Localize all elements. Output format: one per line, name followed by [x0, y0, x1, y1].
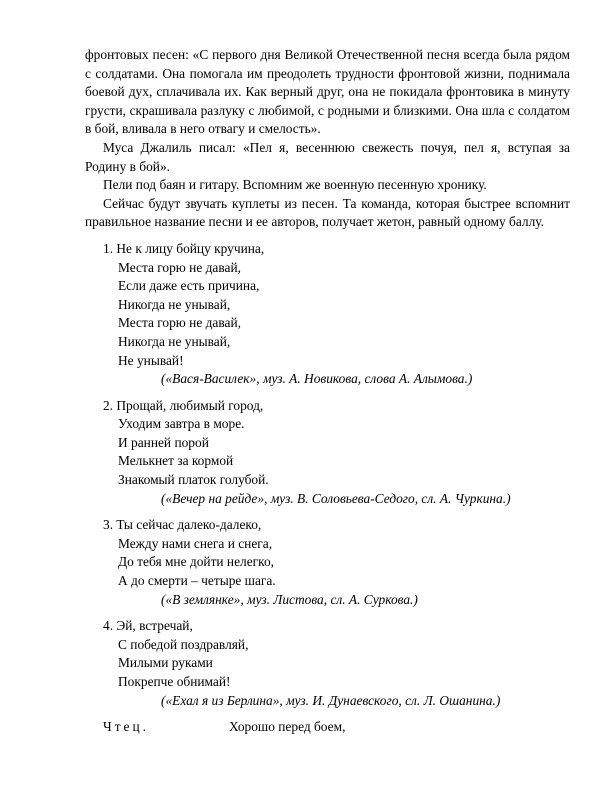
- song-line: 3. Ты сейчас далеко-далеко,: [103, 517, 262, 533]
- song-line: Между нами снега и снега,: [118, 535, 273, 551]
- reader-text: Хорошо перед боем,: [229, 719, 346, 735]
- reader-line: [85, 718, 570, 737]
- song-line: До тебя мне дойти нелегко,: [118, 554, 275, 570]
- song-attribution: («Ехал я из Берлина», муз. И. Дунаевского, сл. Л. Ошанина.): [161, 692, 501, 708]
- song-line: Не унывай!: [118, 352, 184, 368]
- song-line: Уходим завтра в море.: [118, 416, 245, 432]
- song-line: Места горю не давай,: [118, 259, 241, 275]
- song-line: Покрепче обнимай!: [118, 674, 231, 689]
- song-line: Никогда не унывай,: [118, 333, 231, 349]
- song-line: 1. Не к лицу бойцу кручина,: [103, 240, 265, 256]
- song-block: [85, 516, 570, 609]
- song-line: И ранней порой: [118, 434, 209, 450]
- song-line: Милыми руками: [118, 655, 213, 671]
- song-line: Места горю не давай,: [118, 315, 241, 331]
- intro-paragraph-2: Муса Джалиль писал: «Пел я, весеннюю свежесть почуя, пел я, вступая за Родину в бой».: [85, 139, 570, 174]
- song-attribution: («В землянке», муз. Листова, сл. А. Суркова.): [161, 591, 418, 607]
- song-list: [85, 240, 570, 710]
- song-line: Знакомый платок голубой.: [118, 472, 269, 488]
- reader-label: Чтец.: [103, 719, 150, 735]
- song-line: 4. Эй, встречай,: [103, 618, 193, 634]
- song-block: [85, 240, 570, 389]
- document-page: [85, 46, 570, 737]
- song-attribution: («Вася-Василек», муз. А. Новикова, слова А. Алымова.): [161, 371, 473, 387]
- song-attribution: («Вечер на рейде», муз. В. Соловьева-Седого, сл. А. Чуркина.): [161, 490, 511, 506]
- song-block: [85, 617, 570, 710]
- song-line: 2. Прощай, любимый город,: [103, 397, 264, 413]
- song-line: С победой поздравляй,: [118, 636, 249, 652]
- intro-paragraph-1: фронтовых песен: «С первого дня Великой Отечественной песня всегда была рядом с солдатами. Она помогала им преодолеть трудности фронтовой жизни, поднимала боевой дух, сплачивала их. Как верный друг, она не покидала фронтовика в минуту грусти, скрашивала разлуку с любимой, с родными и близкими. Она шла с солдатом в бой, вливала в него отвагу и смелость».: [85, 47, 570, 137]
- song-block: [85, 397, 570, 509]
- song-line: Если даже есть причина,: [118, 278, 260, 294]
- intro-paragraph-4: Сейчас будут звучать куплеты из песен. Та команда, которая быстрее вспомнит правильное название песни и ее авторов, получает жетон, равный одному баллу.: [85, 195, 570, 230]
- song-line: Мелькнет за кормой: [118, 453, 234, 469]
- song-line: А до смерти – четыре шага.: [118, 573, 276, 589]
- intro-paragraph-3: Пели под баян и гитару. Вспомним же военную песенную хронику.: [103, 177, 487, 193]
- song-line: Никогда не унывай,: [118, 296, 231, 312]
